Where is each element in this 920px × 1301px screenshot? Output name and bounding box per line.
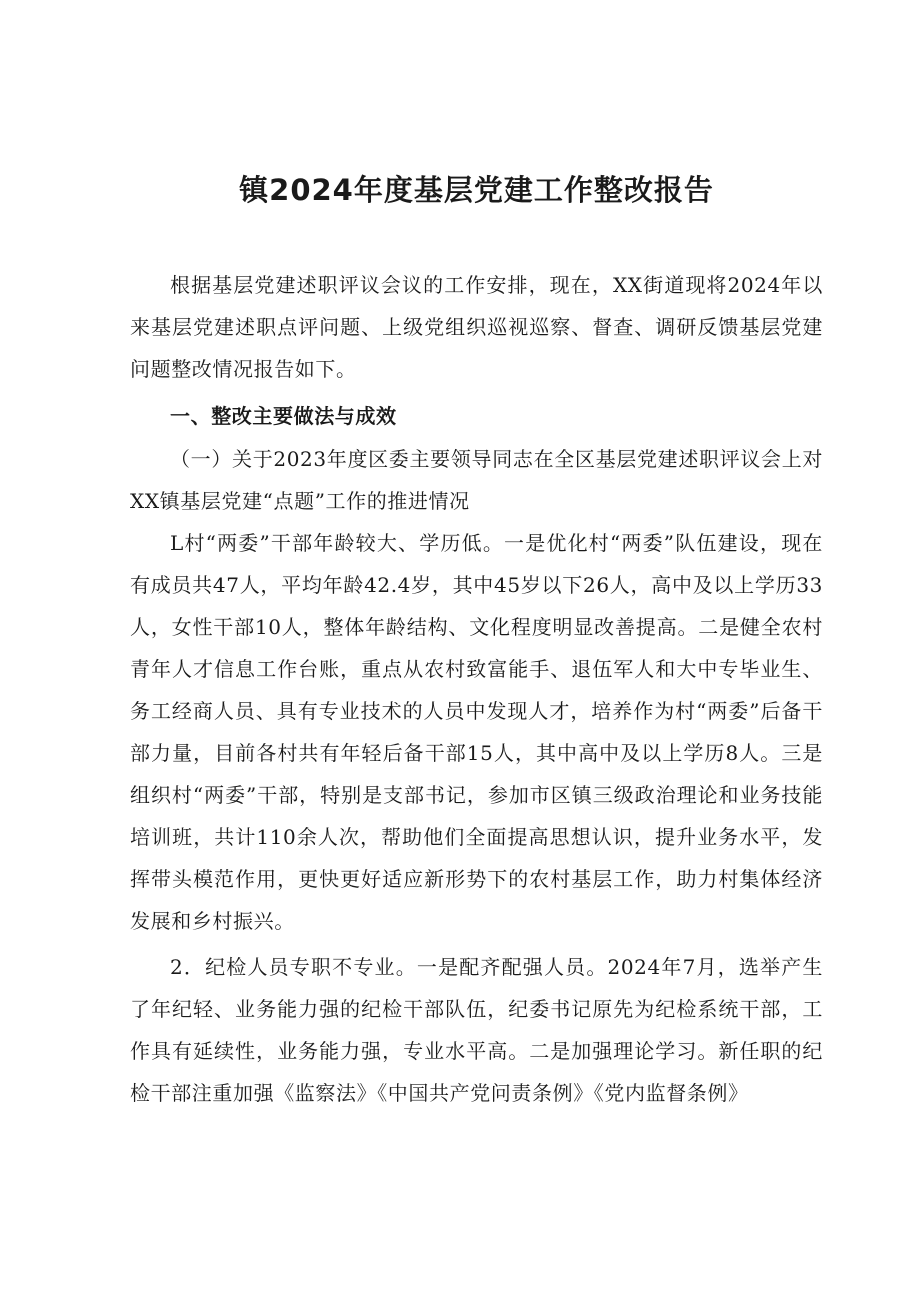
document-body — [130, 160, 823, 1114]
body-paragraph-2: 2．纪检人员专职不专业。一是配齐配强人员。2024年7月，选举产生了年纪轻、业务能力强的纪检干部队伍，纪委书记原先为纪检系统干部，工作具有延续性，业务能力强，专业水平高。二是加强理论学习。新任职的纪检干部注重加强《监察法》《中国共产党问责条例》《党内监督条例》 — [130, 955, 823, 1105]
body-paragraph-1: L村“两委”干部年龄较大、学历低。一是优化村“两委”队伍建设，现在有成员共47人，平均年龄42.4岁，其中45岁以下26人，高中及以上学历33人，女性干部10人，整体年龄结构、文化程度明显改善提高。二是健全农村青年人才信息工作台账，重点从农村致富能手、退伍军人和大中专毕业生、务工经商人员、具有专业技术的人员中发现人才，培养作为村“两委”后备干部力量，目前各村共有年轻后备干部15人，其中高中及以上学历8人。三是组织村“两委”干部，特别是支部书记，参加市区镇三级政治理论和业务技能培训班，共计110余人次，帮助他们全面提高思想认识，提升业务水平，发挥带头模范作用，更快更好适应新形势下的农村基层工作，助力村集体经济发展和乡村振兴。 — [130, 531, 823, 933]
section-heading: 一、整改主要做法与成效 — [170, 404, 397, 428]
subsection-heading: （一）关于2023年度区委主要领导同志在全区基层党建述职评议会上对XX镇基层党建“点题”工作的推进情况 — [130, 447, 823, 513]
document-title: 镇2024年度基层党建工作整改报告 — [239, 173, 714, 207]
intro-paragraph: 根据基层党建述职评议会议的工作安排，现在，XX街道现将2024年以来基层党建述职点评问题、上级党组织巡视巡察、督查、调研反馈基层党建问题整改情况报告如下。 — [130, 273, 823, 381]
